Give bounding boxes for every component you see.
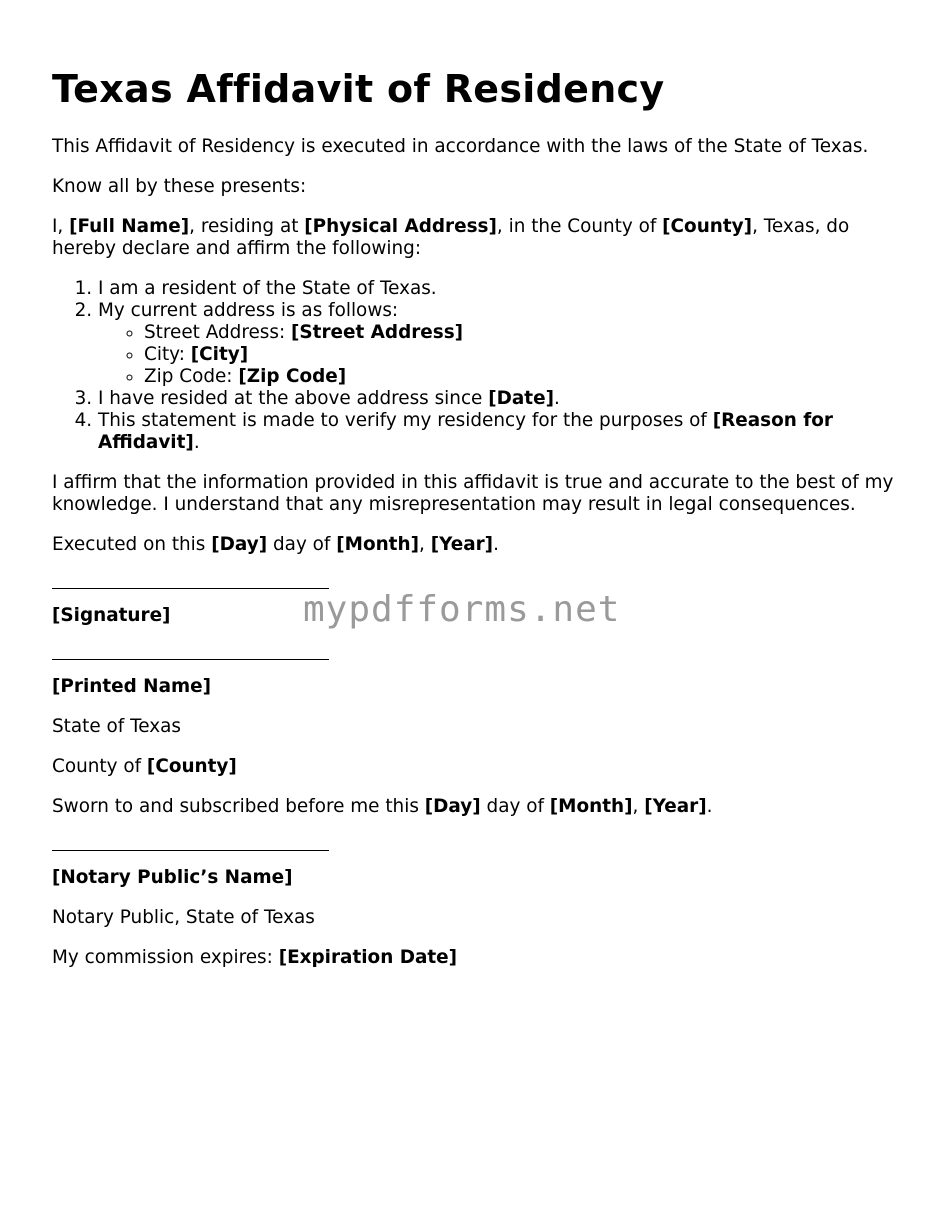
intro-paragraph: This Affidavit of Residency is executed in accordance with the laws of the State of Texas. bbox=[52, 136, 869, 157]
watermark: mypdfforms.net bbox=[303, 589, 621, 630]
declaration-list bbox=[52, 278, 902, 454]
day-field: [Day] bbox=[211, 534, 268, 555]
year-field: [Year] bbox=[430, 534, 494, 555]
list-item: 3. I have resided at the above address since [Date]. bbox=[98, 388, 902, 410]
document-body bbox=[52, 136, 902, 987]
full-name-field: [Full Name] bbox=[69, 216, 190, 237]
address-sublist bbox=[98, 322, 902, 388]
signature-line bbox=[52, 574, 329, 589]
city-field: [City] bbox=[190, 344, 249, 365]
reason-field: [Reason for Affidavit] bbox=[98, 410, 833, 453]
sublist-item: ◦ City: [City] bbox=[144, 344, 902, 366]
year-field: [Year] bbox=[644, 796, 707, 817]
printed-name-line bbox=[52, 645, 329, 660]
executed-paragraph: Executed on this [Day] day of [Month], [Year]. bbox=[52, 534, 499, 555]
list-item: 2. My current address is as follows: ◦ Street Address: [Street Address] ◦ City: [City] ◦ Zip Code: [Zip Code] bbox=[98, 300, 902, 388]
day-field: [Day] bbox=[424, 796, 481, 817]
commission-line: My commission expires: [Expiration Date] bbox=[52, 947, 458, 968]
zip-code-field: [Zip Code] bbox=[238, 366, 347, 387]
affirm-paragraph: I affirm that the information provided in this affidavit is true and accurate to the best of my knowledge. I understand that any misrepresentation may result in legal consequences. bbox=[52, 472, 894, 515]
month-field: [Month] bbox=[549, 796, 633, 817]
notary-name-label: [Notary Public’s Name] bbox=[52, 867, 293, 888]
sworn-paragraph: Sworn to and subscribed before me this [Day] day of [Month], [Year]. bbox=[52, 796, 713, 817]
physical-address-field: [Physical Address] bbox=[304, 216, 497, 237]
month-field: [Month] bbox=[336, 534, 419, 555]
county-field: [County] bbox=[662, 216, 753, 237]
county-field: [County] bbox=[146, 756, 237, 777]
state-line: State of Texas bbox=[52, 716, 181, 737]
declaration-paragraph: I, [Full Name], residing at [Physical Address], in the County of [County], Texas, do hereby declare and affirm the following: bbox=[52, 216, 850, 259]
list-item: 4. This statement is made to verify my residency for the purposes of [Reason for Affidavit]. bbox=[98, 410, 902, 454]
street-address-field: [Street Address] bbox=[291, 322, 464, 343]
notary-line: Notary Public, State of Texas bbox=[52, 907, 315, 928]
list-item: 1. I am a resident of the State of Texas. bbox=[98, 278, 902, 300]
document-title: Texas Affidavit of Residency bbox=[52, 67, 665, 111]
expiration-date-field: [Expiration Date] bbox=[278, 947, 458, 968]
notary-signature-line bbox=[52, 836, 329, 851]
date-field: [Date] bbox=[488, 388, 554, 409]
county-line: County of [County] bbox=[52, 756, 237, 777]
sublist-item: ◦ Street Address: [Street Address] bbox=[144, 322, 902, 344]
know-all-paragraph: Know all by these presents: bbox=[52, 176, 307, 197]
printed-name-label: [Printed Name] bbox=[52, 676, 212, 697]
signature-label: [Signature] bbox=[52, 605, 171, 626]
sublist-item: ◦ Zip Code: [Zip Code] bbox=[144, 366, 902, 388]
